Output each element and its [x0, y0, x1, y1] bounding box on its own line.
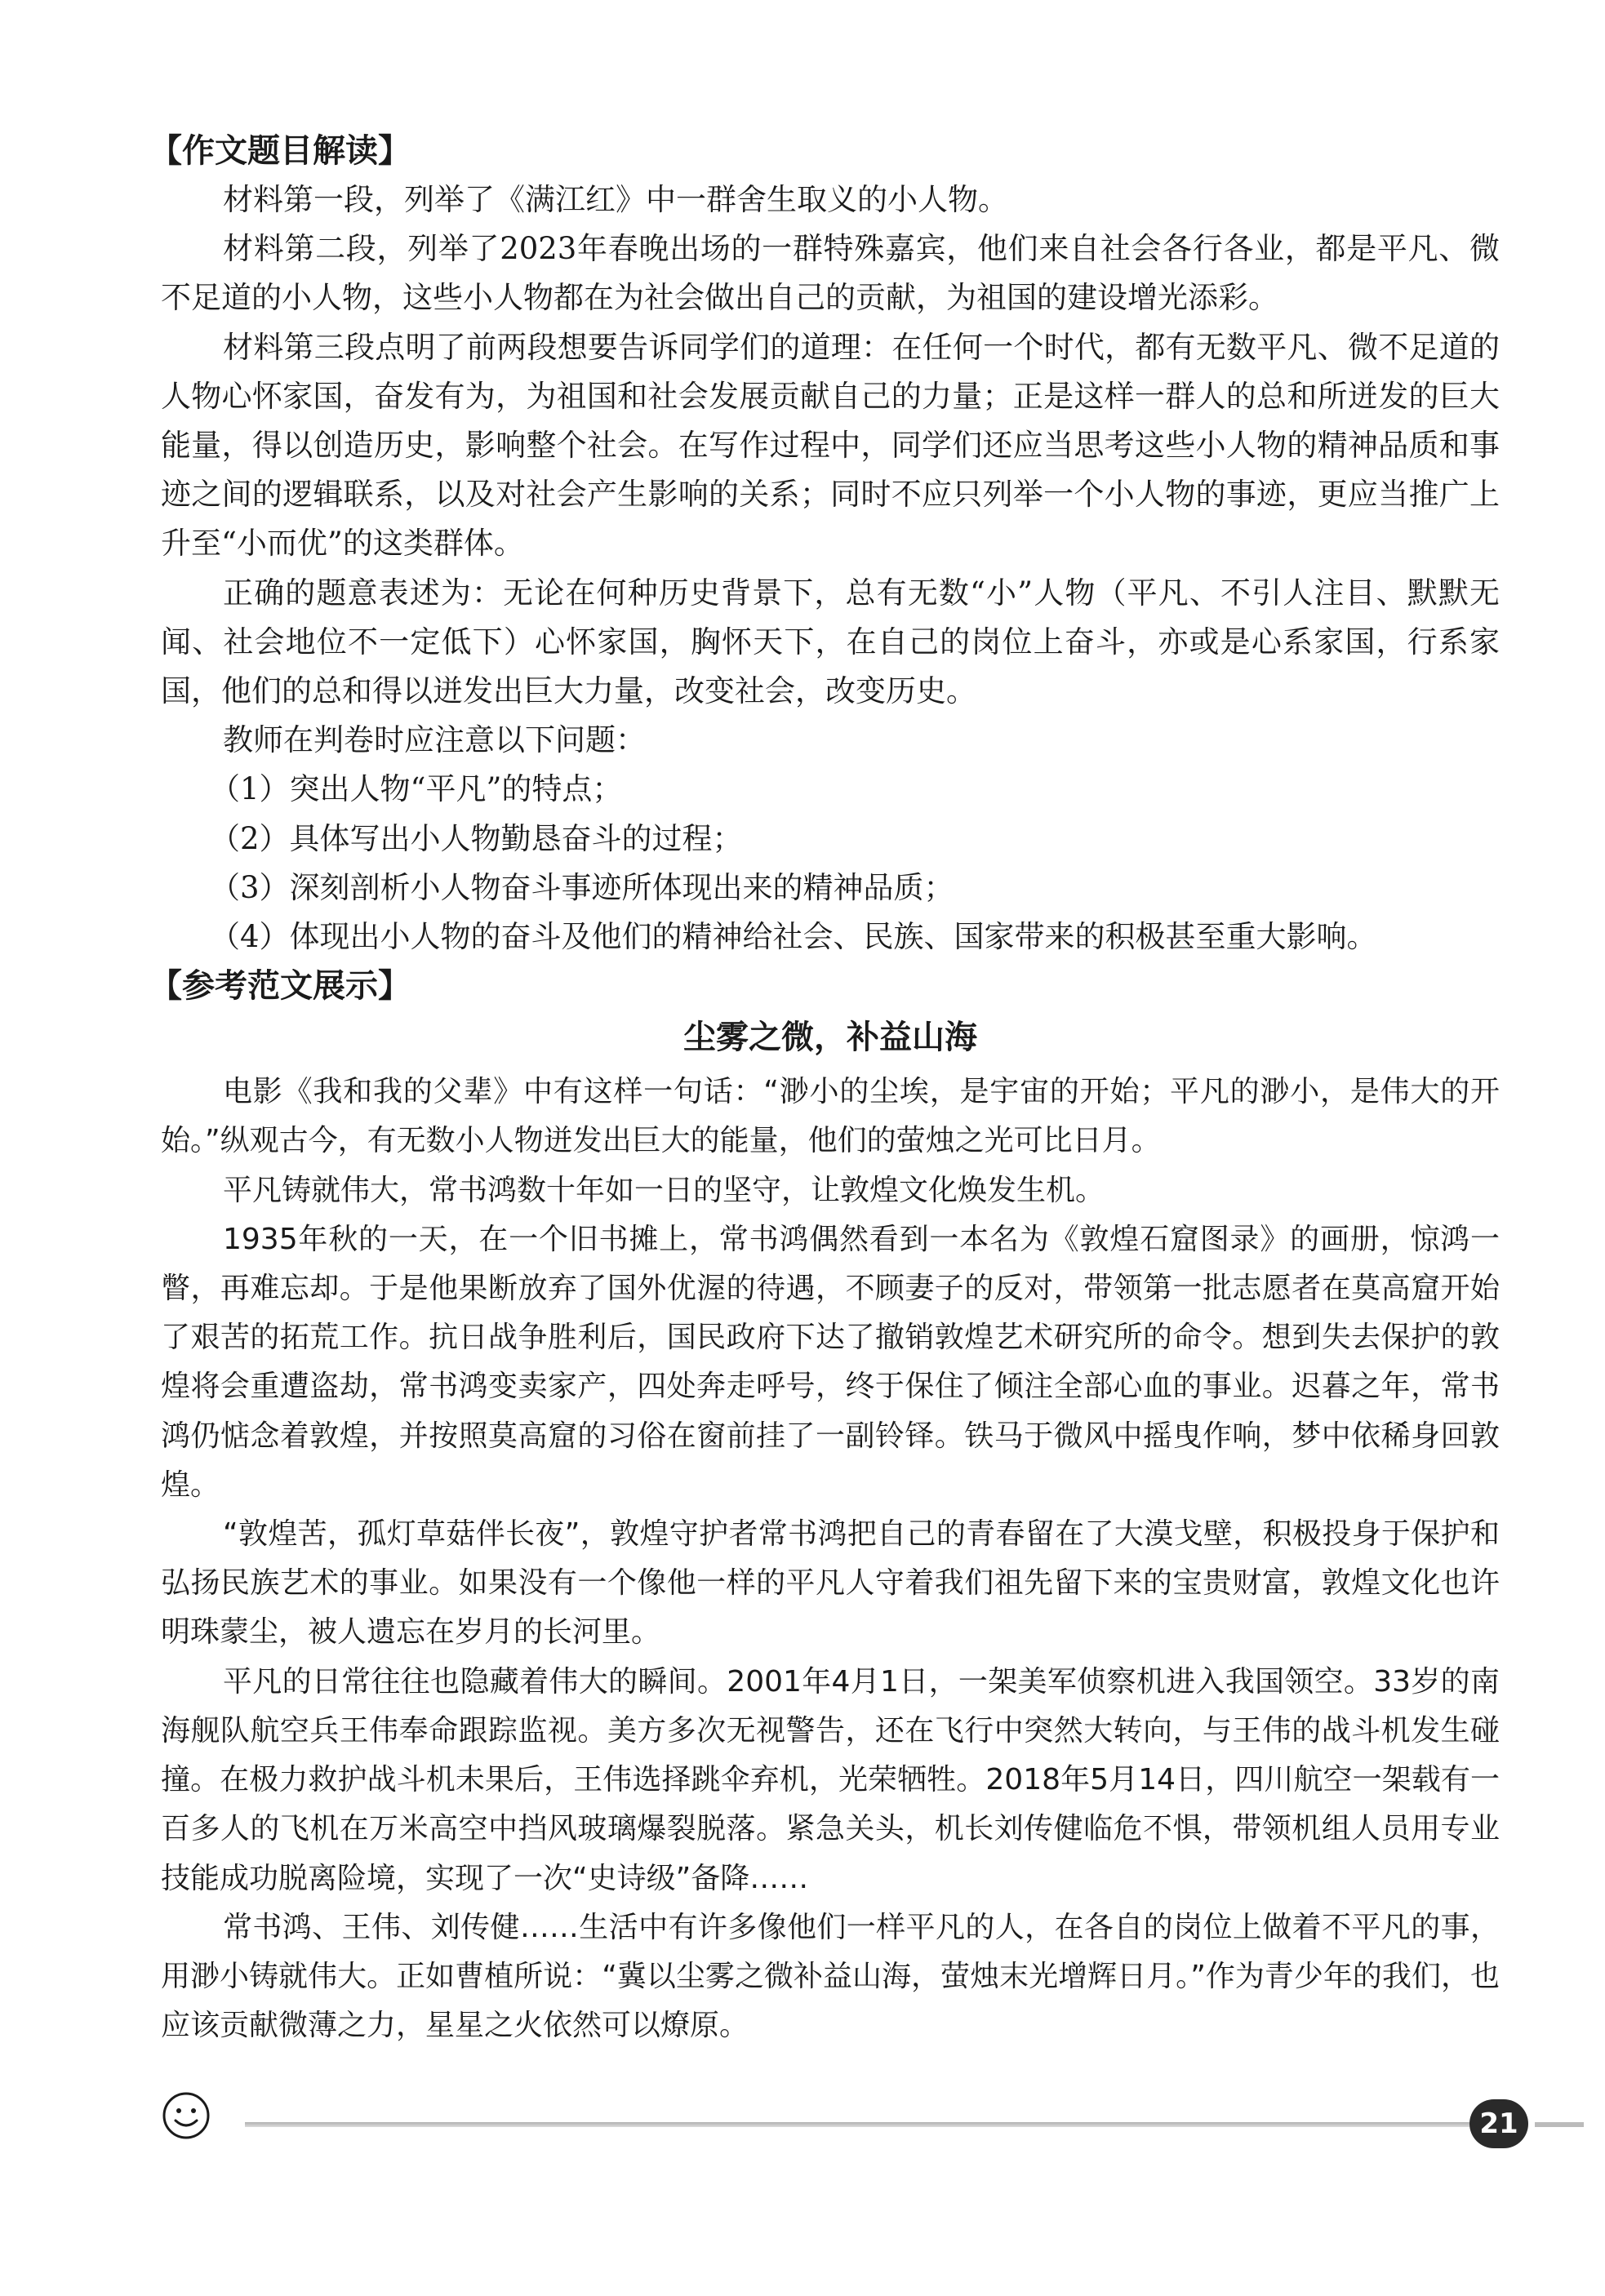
checklist-item: （2）具体写出小人物勤恳奋斗的过程；: [210, 820, 743, 856]
footer-divider-tail: [1535, 2122, 1584, 2127]
sample-essay-heading: 【参考范文展示】: [149, 967, 411, 1006]
essay-paragraph: 平凡的日常往往也隐藏着伟大的瞬间。2001年4月1日，一架美军侦察机进入我国领空。33岁的南海舰队航空兵王伟奉命跟踪监视。美方多次无视警告，还在飞行中突然大转向，与王伟的战斗机发生碰撞。在极力救护战斗机未果后，王伟选择跳伞弃机，光荣牺牲。2018年5月14日，四川航空一架载有一百多人的飞机在万米高空中挡风玻璃爆裂脱落。紧急关头，机长刘传健临危不惧，带领机组人员用专业技能成功脱离险境，实现了一次“史诗级”备降……: [161, 1664, 1500, 1895]
essay-paragraph: 平凡铸就伟大，常书鸿数十年如一日的坚守，让敦煌文化焕发生机。: [223, 1173, 1105, 1207]
sample-essay: [161, 1068, 1500, 2050]
essay-paragraph: 常书鸿、王伟、刘传健……生活中有许多像他们一样平凡的人，在各自的岗位上做着不平凡的事，用渺小铸就伟大。正如曹植所说：“冀以尘雾之微补益山海，萤烛末光增辉日月。”作为青少年的我们，也应该贡献微薄之力，星星之火依然可以燎原。: [161, 1910, 1500, 2043]
page-number-badge: 21: [1469, 2099, 1528, 2148]
interpretation-paragraph: 材料第二段，列举了2023年春晚出场的一群特殊嘉宾，他们来自社会各行各业，都是平凡、微不足道的小人物，这些小人物都在为社会做出自己的贡献，为祖国的建设增光添彩。: [161, 231, 1500, 316]
interpretation-paragraph: 材料第三段点明了前两段想要告诉同学们的道理：在任何一个时代，都有无数平凡、微不足道的人物心怀家国，奋发有为，为祖国和社会发展贡献自己的力量；正是这样一群人的总和所迸发的巨大能量，得以创造历史，影响整个社会。在写作过程中，同学们还应当思考这些小人物的精神品质和事迹之间的逻辑联系，以及对社会产生影响的关系；同时不应只列举一个小人物的事迹，更应当推广上升至“小而优”的这类群体。: [161, 329, 1500, 562]
checklist-item: （1）突出人物“平凡”的特点；: [210, 771, 623, 807]
essay-paragraph: 1935年秋的一天，在一个旧书摊上，常书鸿偶然看到一本名为《敦煌石窟图录》的画册，惊鸿一瞥，再难忘却。于是他果断放弃了国外优渥的待遇，不顾妻子的反对，带领第一批志愿者在莫高窟开始了艰苦的拓荒工作。抗日战争胜利后，国民政府下达了撤销敦煌艺术研究所的命令。想到失去保护的敦煌将会重遭盗劫，常书鸿变卖家产，四处奔走呼号，终于保住了倾注全部心血的事业。迟暮之年，常书鸿仍惦念着敦煌，并按照莫高窟的习俗在窗前挂了一副铃铎。铁马于微风中摇曳作响，梦中依稀身回敦煌。: [161, 1222, 1500, 1502]
page-content: [149, 127, 1500, 2050]
essay-paragraph: “敦煌苦，孤灯草菇伴长夜”，敦煌守护者常书鸿把自己的青春留在了大漠戈壁，积极投身于保护和弘扬民族艺术的事业。如果没有一个像他一样的平凡人守着我们祖先留下来的宝贵财富，敦煌文化也许明珠蒙尘，被人遗忘在岁月的长河里。: [161, 1517, 1500, 1650]
grading-checklist: [161, 765, 1500, 961]
essay-paragraph: 电影《我和我的父辈》中有这样一句话：“渺小的尘埃，是宇宙的开始；平凡的渺小，是伟大的开始。”纵观古今，有无数小人物迸发出巨大的能量，他们的萤烛之光可比日月。: [161, 1075, 1500, 1158]
footer-divider: [245, 2122, 1469, 2127]
smiley-face-icon: [160, 2089, 212, 2142]
interpretation-paragraph: 教师在判卷时应注意以下问题：: [223, 722, 646, 758]
interpretation-paragraph: 正确的题意表述为：无论在何种历史背景下，总有无数“小”人物（平凡、不引人注目、默默无闻、社会地位不一定低下）心怀家国，胸怀天下，在自己的岗位上奋斗，亦或是心系家国，行系家国，他们的总和得以迸发出巨大力量，改变社会，改变历史。: [161, 575, 1500, 709]
essay-title: 尘雾之微，补益山海: [683, 1019, 977, 1057]
interpretation-heading: 【作文题目解读】: [149, 132, 411, 170]
interpretation-paragraph: 材料第一段，列举了《满江红》中一群舍生取义的小人物。: [223, 182, 1008, 217]
checklist-item: （3）深刻剖析小人物奋斗事迹所体现出来的精神品质；: [210, 869, 954, 905]
checklist-item: （4）体现出小人物的奋斗及他们的精神给社会、民族、国家带来的积极甚至重大影响。: [210, 919, 1377, 955]
